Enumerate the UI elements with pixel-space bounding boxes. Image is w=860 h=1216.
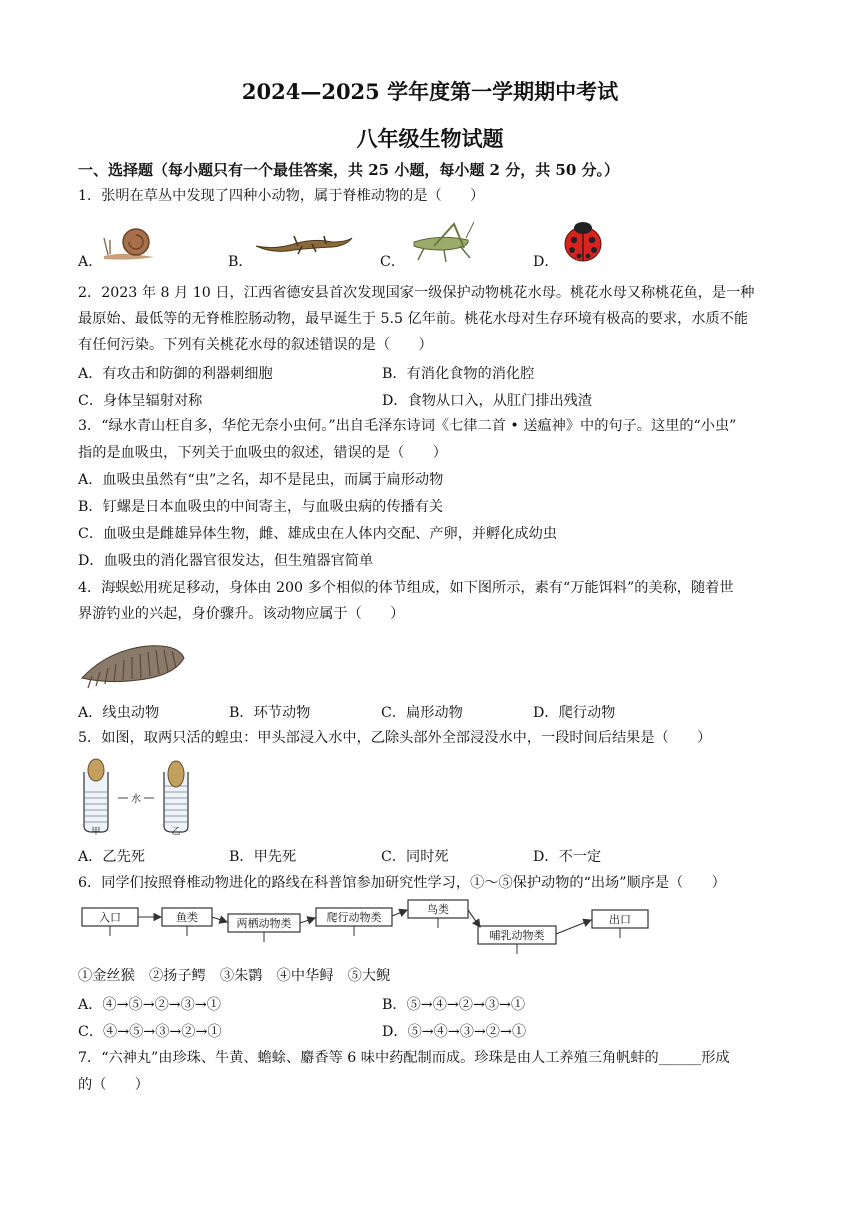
q1-option-a[interactable]: A．: [78, 254, 103, 270]
exam-subtitle: 八年级生物试题: [356, 126, 504, 151]
q3-option-c[interactable]: C．血吸虫是雌雄异体生物，雌、雄成虫在人体内交配、产卵，并孵化成幼虫: [78, 526, 558, 542]
q4-option-a[interactable]: A．线虫动物: [78, 705, 160, 721]
exam-title: 2024—2025 学年度第一学期期中考试: [241, 79, 619, 104]
q6-option-d[interactable]: D．⑤→④→③→②→①: [382, 1024, 527, 1040]
question-6-stem: 6．同学们按照脊椎动物进化的路线在科普馆参加研究性学习，①～⑤保护动物的“出场”顺序是（ ）: [78, 875, 726, 891]
q2-option-a[interactable]: A．有攻击和防御的利器刺细胞: [78, 366, 273, 382]
q3-option-d[interactable]: D．血吸虫的消化器官很发达，但生殖器官简单: [78, 553, 374, 569]
q6-option-c[interactable]: C．④→⑤→③→②→①: [78, 1024, 222, 1040]
flow-entrance: 入口: [99, 911, 121, 924]
q2-option-d[interactable]: D．食物从口入，从肛门排出残渣: [382, 393, 593, 409]
q4-option-c[interactable]: C．扁形动物: [381, 705, 463, 721]
q3-option-b[interactable]: B．钉螺是日本血吸虫的中间寄主，与血吸虫病的传播有关: [78, 499, 444, 515]
q1-option-c[interactable]: C．: [380, 254, 406, 270]
flow-amphibians: 两栖动物类: [236, 917, 292, 930]
q1-option-d[interactable]: D．: [533, 254, 559, 270]
question-2-stem-line-2: 最原始、最低等的无脊椎腔肠动物，最早诞生于 5.5 亿年前。桃花水母对生存环境有极高的要求，水质不能: [78, 311, 749, 327]
lizard-icon: [254, 228, 354, 258]
sea-centipede-icon: [78, 630, 188, 692]
evolution-flowchart: [78, 898, 658, 958]
q5-option-c[interactable]: C．同时死: [381, 849, 449, 865]
water-label: 水: [131, 794, 141, 805]
q6-option-b[interactable]: B．⑤→④→②→③→①: [382, 997, 526, 1013]
snail-icon: [100, 222, 160, 262]
grasshopper-icon: [404, 218, 476, 264]
question-7-stem-line-2: 的（ ）: [78, 1077, 149, 1093]
question-1-stem: 1．张明在草丛中发现了四种小动物，属于脊椎动物的是（ ）: [78, 188, 485, 204]
flow-exit: 出口: [609, 913, 631, 926]
flow-reptiles: 爬行动物类: [326, 911, 382, 924]
section-heading: 一、选择题（每小题只有一个最佳答案，共 25 小题，每小题 2 分，共 50 分。）: [78, 161, 620, 179]
q3-option-a[interactable]: A．血吸虫虽然有“虫”之名，却不是昆虫，而属于扁形动物: [78, 472, 444, 488]
question-4-stem-line-2: 界游钓业的兴起，身价骤升。该动物应属于（ ）: [78, 606, 405, 622]
q1-option-b[interactable]: B．: [228, 254, 253, 270]
flow-mammals: 哺乳动物类: [489, 929, 545, 942]
question-5-stem: 5．如图，取两只活的蝗虫：甲头部浸入水中，乙除头部外全部浸没水中，一段时间后结果是（ ）: [78, 730, 712, 746]
q6-option-a[interactable]: A．④→⑤→②→③→①: [78, 997, 221, 1013]
question-3-stem-line-1: 3．“绿水青山枉自多，华佗无奈小虫何。”出自毛泽东诗词《七律二首 • 送瘟神》中的句子。这里的“小虫”: [78, 418, 737, 434]
q2-option-b[interactable]: B．有消化食物的消化腔: [382, 366, 535, 382]
q5-option-a[interactable]: A．乙先死: [78, 849, 145, 865]
flow-birds: 鸟类: [427, 903, 449, 916]
question-2-stem-line-3: 有任何污染。下列有关桃花水母的叙述错误的是（ ）: [78, 337, 433, 353]
tube-a-label: 甲: [91, 827, 101, 837]
q4-option-d[interactable]: D．爬行动物: [533, 705, 616, 721]
question-2-stem-line-1: 2．2023 年 8 月 10 日，江西省德安县首次发现国家一级保护动物桃花水母。桃花水母又称桃花鱼，是一种: [78, 285, 755, 301]
tube-b-label: 乙: [171, 827, 181, 837]
question-4-stem-line-1: 4．海蜈蚣用疣足移动，身体由 200 多个相似的体节组成，如下图所示，素有“万能饵料”的美称，随着世: [78, 580, 734, 596]
q5-option-d[interactable]: D．不一定: [533, 849, 602, 865]
flow-fish: 鱼类: [176, 911, 198, 924]
ladybug-icon: [560, 218, 606, 264]
q6-animals-list: ①金丝猴 ②扬子鳄 ③朱鹮 ④中华鲟 ⑤大鲵: [78, 968, 391, 984]
question-3-stem-line-2: 指的是血吸虫，下列关于血吸虫的叙述，错误的是（ ）: [78, 445, 447, 461]
question-7-stem-line-1: 7．“六神丸”由珍珠、牛黄、蟾蜍、麝香等 6 味中药配制而成。珍珠是由人工养殖三角帆蚌的______形成: [78, 1050, 730, 1066]
test-tube-figure: [78, 758, 208, 837]
q4-option-b[interactable]: B．环节动物: [229, 705, 311, 721]
q5-option-b[interactable]: B．甲先死: [229, 849, 297, 865]
q2-option-c[interactable]: C．身体呈辐射对称: [78, 393, 203, 409]
